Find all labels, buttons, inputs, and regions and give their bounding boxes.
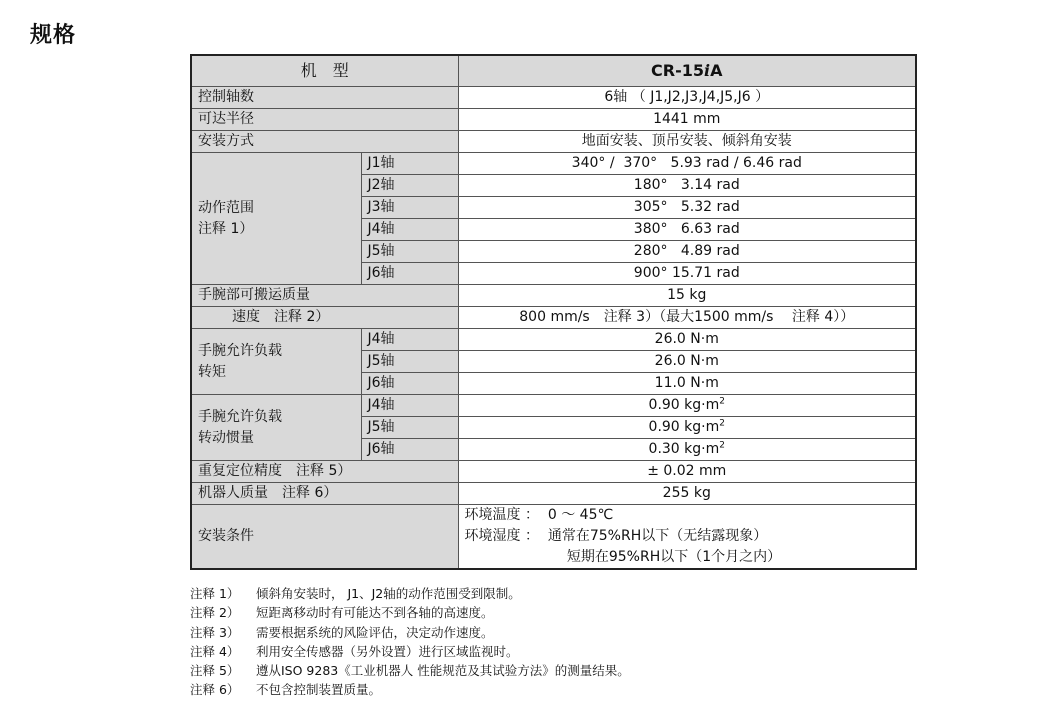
env-humidity-short: 短期在95%RH以下（1个月之内） — [464, 549, 782, 565]
table-row — [191, 483, 916, 505]
row-value: 180° 3.14 rad — [458, 175, 916, 197]
table-header-row — [191, 55, 916, 87]
table-row — [191, 505, 916, 570]
notes-section — [190, 584, 630, 700]
row-value: 340° / 370° 5.93 rad / 6.46 rad — [458, 153, 916, 175]
note-item: 注释 2） 短距离移动时有可能达不到各轴的高速度。 — [190, 605, 494, 621]
table-row — [191, 109, 916, 131]
row-label: 安装条件 — [191, 505, 458, 570]
row-value: 26.0 N·m — [458, 351, 916, 373]
row-value: 305° 5.32 rad — [458, 197, 916, 219]
axis-label: J2轴 — [361, 175, 458, 197]
row-label: 机器人质量 注释 6） — [191, 483, 458, 505]
table-row — [191, 307, 916, 329]
row-label: 控制轴数 — [191, 87, 458, 109]
table-row — [191, 153, 916, 175]
torque-label: 手腕允许负载 转矩 — [191, 329, 361, 395]
axis-label: J4轴 — [361, 219, 458, 241]
row-value: 地面安装、顶吊安装、倾斜角安装 — [458, 131, 916, 153]
note-item: 注释 5） 遵从ISO 9283《工业机器人 性能规范及其试验方法》的测量结果。 — [190, 663, 630, 679]
row-label: 重复定位精度 注释 5） — [191, 461, 458, 483]
row-value: 15 kg — [458, 285, 916, 307]
env-temperature: 环境温度 ： 0 ～ 45℃ — [464, 507, 614, 523]
row-value: 0.30 $kg\cdot m^2$ — [458, 439, 916, 461]
table-row — [191, 461, 916, 483]
axis-label: J1轴 — [361, 153, 458, 175]
axis-label: J6轴 — [361, 373, 458, 395]
row-value: ± 0.02 mm — [458, 461, 916, 483]
spec-table — [190, 54, 917, 570]
row-value: 0.90 $kg\cdot m^2$ — [458, 417, 916, 439]
row-value: 255 kg — [458, 483, 916, 505]
row-value: 0.90 $kg\cdot m^2$ — [458, 395, 916, 417]
axis-label: J4轴 — [361, 329, 458, 351]
table-row — [191, 285, 916, 307]
row-value: 280° 4.89 rad — [458, 241, 916, 263]
note-item: 注释 3） 需要根据系统的风险评估，决定动作速度。 — [190, 624, 494, 640]
row-value: 6轴 （ J1,J2,J3,J4,J5,J6 ） — [458, 87, 916, 109]
install-conditions — [458, 505, 916, 570]
row-label: 速度 注释 2） — [191, 307, 458, 329]
axis-label: J5轴 — [361, 241, 458, 263]
axis-label: J5轴 — [361, 417, 458, 439]
row-label: 可达半径 — [191, 109, 458, 131]
row-value: 26.0 N·m — [458, 329, 916, 351]
row-value: 800 mm/s 注释 3）（最大1500 mm/s 注释 4）） — [458, 307, 916, 329]
row-value: 1441 mm — [458, 109, 916, 131]
row-label: 手腕部可搬运质量 — [191, 285, 458, 307]
axis-label: J6轴 — [361, 439, 458, 461]
env-humidity: 环境湿度 ： 通常在75%RH以下（无结露现象） — [464, 528, 768, 544]
table-row — [191, 395, 916, 417]
axis-label: J6轴 — [361, 263, 458, 285]
row-label: 安装方式 — [191, 131, 458, 153]
inertia-label: 手腕允许负载 转动惯量 — [191, 395, 361, 461]
axis-label: J3轴 — [361, 197, 458, 219]
header-model-name: CR-15iA — [458, 55, 916, 87]
row-value: 11.0 N·m — [458, 373, 916, 395]
note-item: 注释 6） 不包含控制装置质量。 — [190, 682, 382, 698]
note-item: 注释 4） 利用安全传感器（另外设置）进行区域监视时。 — [190, 643, 519, 659]
table-row — [191, 87, 916, 109]
row-value: 380° 6.63 rad — [458, 219, 916, 241]
table-row — [191, 131, 916, 153]
axis-label: J4轴 — [361, 395, 458, 417]
header-model-label: 机 型 — [191, 55, 458, 87]
row-value: 900° 15.71 rad — [458, 263, 916, 285]
table-row — [191, 329, 916, 351]
note-item: 注释 1） 倾斜角安装时， J1、J2轴的动作范围受到限制。 — [190, 586, 521, 601]
motion-range-label: 动作范围 注释 1） — [191, 153, 361, 285]
page-title: 规格 — [30, 23, 77, 48]
axis-label: J5轴 — [361, 351, 458, 373]
